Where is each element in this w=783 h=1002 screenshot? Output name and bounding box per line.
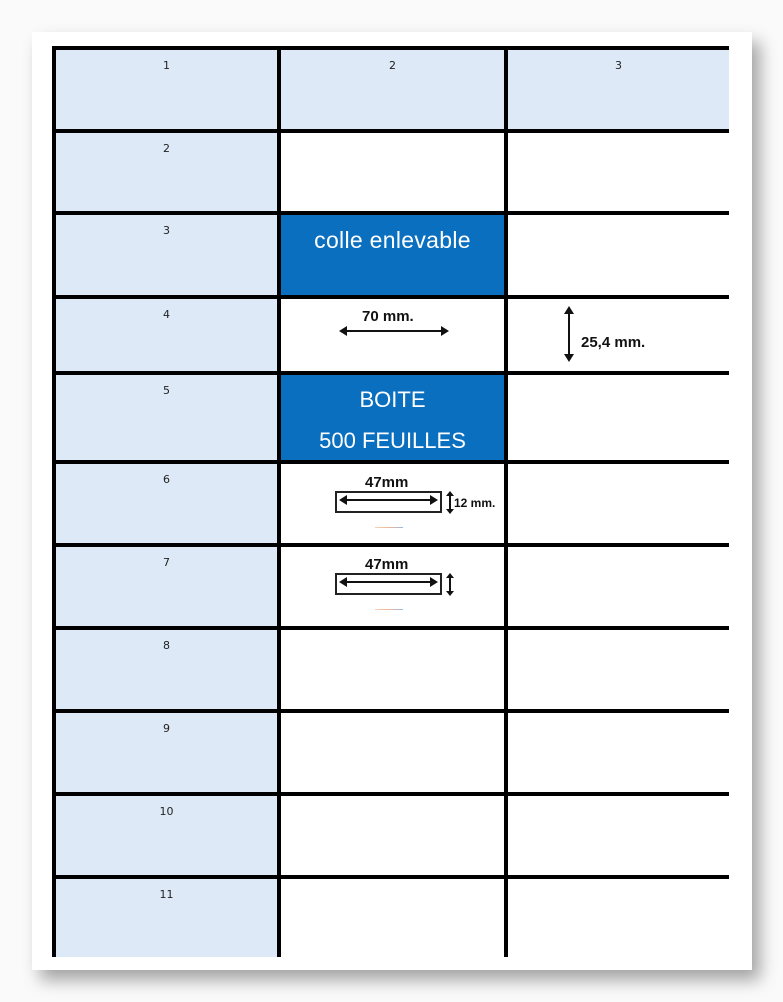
row-number: 4 [163, 308, 170, 321]
row-11-col-2 [281, 879, 504, 957]
small-label-rectangle [335, 491, 442, 513]
row-number: 8 [163, 639, 170, 652]
adhesive-type-cell [281, 215, 504, 295]
small-label-diagram-cell-2 [281, 547, 504, 626]
scan-artifact [375, 527, 403, 528]
label-height-cell [508, 299, 729, 371]
small-label-rectangle [335, 573, 442, 595]
row-number: 1 [163, 59, 170, 72]
row-number: 5 [163, 384, 170, 397]
small-label-diagram-cell [281, 464, 504, 543]
horizontal-dimension-arrow-icon [341, 581, 436, 583]
row-11-col-1 [56, 879, 277, 957]
row-10-col-2 [281, 796, 504, 875]
row-6-col-3 [508, 464, 729, 543]
row-7-col-1 [56, 547, 277, 626]
label-grid-table [52, 46, 729, 957]
label-height-text: 25,4 mm. [581, 334, 646, 351]
row-2-col-3 [508, 133, 729, 211]
small-label-width-text: 47mm [365, 474, 409, 491]
row-8-col-3 [508, 630, 729, 709]
row-8-col-2 [281, 630, 504, 709]
row-9-col-2 [281, 713, 504, 792]
row-5-col-1 [56, 375, 277, 460]
label-width-cell [281, 299, 504, 371]
row-number: 11 [159, 888, 174, 901]
sheets-count-text: 500 FEUILLES [319, 428, 466, 453]
row-number: 6 [163, 473, 170, 486]
row-9-col-1 [56, 713, 277, 792]
row-10-col-3 [508, 796, 729, 875]
row-5-col-3 [508, 375, 729, 460]
row-number: 10 [159, 805, 174, 818]
small-label-width-text: 47mm [365, 556, 409, 573]
row-1-col-3 [508, 50, 729, 129]
row-1-col-1 [56, 50, 277, 129]
row-6-col-1 [56, 464, 277, 543]
row-2-col-2 [281, 133, 504, 211]
column-number: 3 [615, 59, 622, 72]
row-10-col-1 [56, 796, 277, 875]
small-label-height-text: 12 mm. [454, 496, 496, 510]
label-width-text: 70 mm. [362, 308, 414, 325]
row-11-col-3 [508, 879, 729, 957]
box-text: BOITE [359, 387, 426, 412]
box-quantity-cell [281, 375, 504, 460]
row-number: 9 [163, 722, 170, 735]
vertical-dimension-arrow-icon [568, 308, 570, 360]
row-9-col-3 [508, 713, 729, 792]
scan-artifact [375, 609, 403, 610]
row-7-col-3 [508, 547, 729, 626]
row-3-col-3 [508, 215, 729, 295]
row-1-col-2 [281, 50, 504, 129]
column-number: 2 [389, 59, 396, 72]
row-8-col-1 [56, 630, 277, 709]
row-number: 7 [163, 556, 170, 569]
row-4-col-1 [56, 299, 277, 371]
horizontal-dimension-arrow-icon [341, 330, 447, 332]
row-3-col-1 [56, 215, 277, 295]
row-number: 2 [163, 142, 170, 155]
vertical-dimension-arrow-icon [449, 493, 451, 512]
vertical-dimension-arrow-icon [449, 575, 451, 594]
adhesive-type-text: colle enlevable [314, 227, 471, 253]
row-number: 3 [163, 224, 170, 237]
horizontal-dimension-arrow-icon [341, 499, 436, 501]
row-2-col-1 [56, 133, 277, 211]
